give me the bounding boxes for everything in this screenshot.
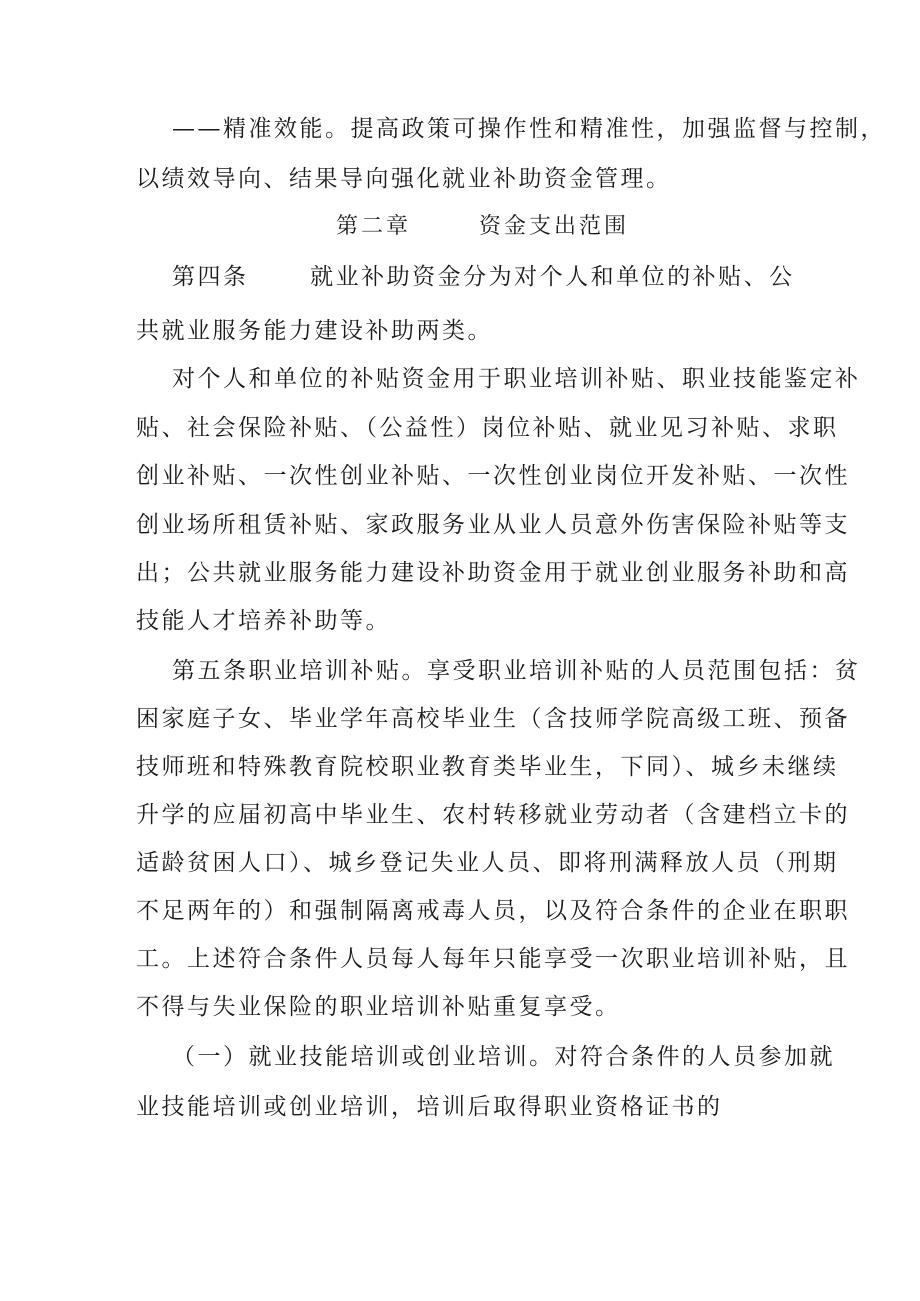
- article-4-line-1: [172, 262, 795, 292]
- item-1-line-2: 业技能培训或创业培训，培训后取得职业资格证书的: [136, 1094, 723, 1120]
- para-subsidy-line-1: 对个人和单位的补贴资金用于职业培训补贴、职业技能鉴定补: [172, 366, 861, 392]
- para-subsidy-line-3: 创业补贴、一次性创业补贴、一次性创业岗位开发补贴、一次性: [136, 463, 850, 489]
- article-5-line-8: 不得与失业保险的职业培训补贴重复享受。: [136, 994, 621, 1020]
- chapter-number: 第二章: [336, 214, 412, 239]
- article-5-line-6: 不足两年的）和强制隔离戒毒人员，以及符合条件的企业在职职: [136, 898, 850, 924]
- para-subsidy-line-2: 贴、社会保险补贴、（公益性）岗位补贴、就业见习补贴、求职: [136, 415, 839, 441]
- chapter-heading: [336, 212, 629, 242]
- article-4-text: 就业补助资金分为对个人和单位的补贴、公: [310, 264, 795, 290]
- para-precision-line-2: 以绩效导向、结果导向强化就业补助资金管理。: [136, 166, 672, 192]
- para-subsidy-line-5: 出；公共就业服务能力建设补助资金用于就业创业服务补助和高: [136, 560, 850, 586]
- item-1-line-1: （一）就业技能培训或创业培训。对符合条件的人员参加就: [172, 1044, 835, 1070]
- article-4-label: 第四条: [172, 264, 249, 290]
- article-5-line-1: 第五条职业培训补贴。享受职业培训补贴的人员范围包括：贫: [172, 658, 861, 684]
- article-4-line-2: 共就业服务能力建设补助两类。: [136, 318, 493, 344]
- chapter-title: 资金支出范围: [479, 214, 630, 239]
- para-precision-line-1: ——精准效能。提高政策可操作性和精准性，加强监督与控制，: [172, 116, 886, 142]
- para-subsidy-line-6: 技能人才培养补助等。: [136, 608, 391, 634]
- para-subsidy-line-4: 创业场所租赁补贴、家政服务业从业人员意外伤害保险补贴等支: [136, 512, 850, 538]
- article-5-line-5: 适龄贫困人口）、城乡登记失业人员、即将刑满释放人员（刑期: [136, 850, 839, 876]
- article-5-line-4: 升学的应届初高中毕业生、农村转移就业劳动者（含建档立卡的: [136, 802, 850, 828]
- article-5-line-3: 技师班和特殊教育院校职业教育类毕业生，下同）、城乡未继续: [136, 754, 839, 780]
- article-5-line-7: 工。上述符合条件人员每人每年只能享受一次职业培训补贴，且: [136, 946, 850, 972]
- article-5-line-2: 困家庭子女、毕业学年高校毕业生（含技师学院高级工班、预备: [136, 706, 850, 732]
